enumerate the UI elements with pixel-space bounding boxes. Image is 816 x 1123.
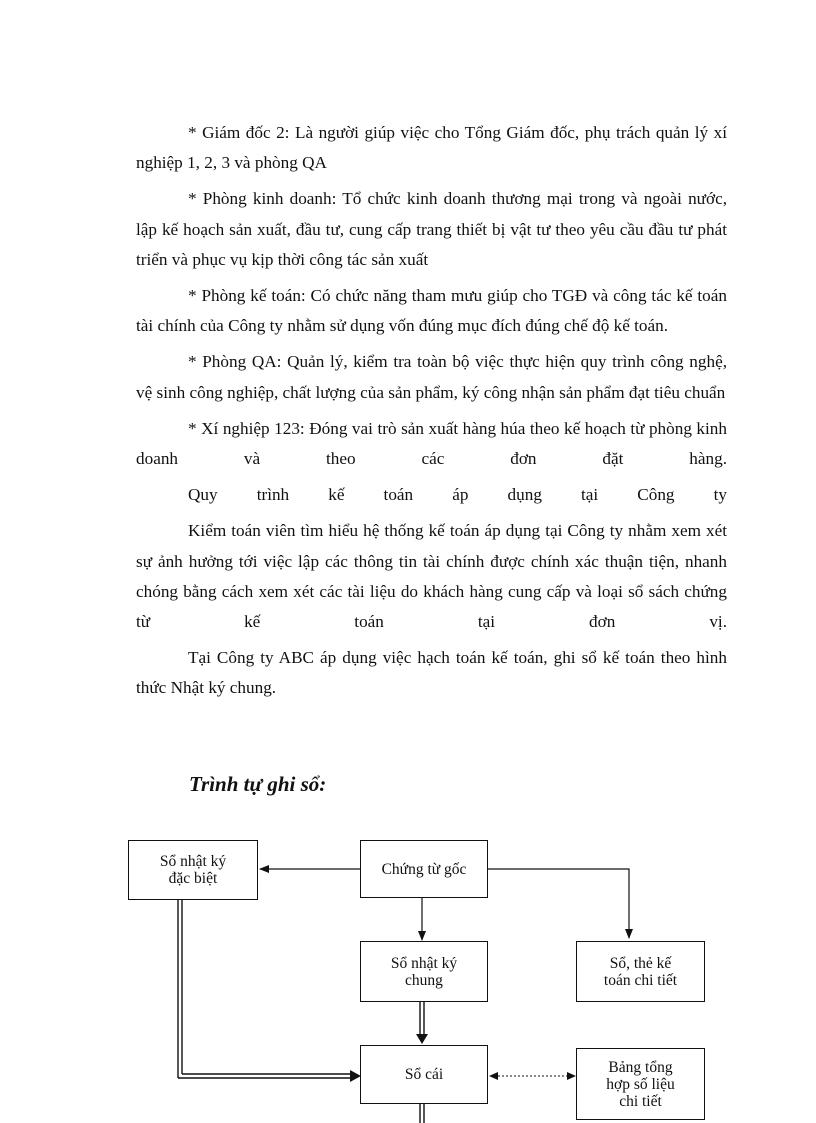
box-so-cai [360, 1045, 488, 1104]
box-so-nhat-ky-dac-biet [128, 840, 258, 900]
box-chi-tiet-line1: Sổ, thẻ kế [609, 954, 672, 972]
box-dac-biet-line1: Sổ nhật ký [159, 853, 227, 870]
paragraph-phong-qa: * Phòng QA: Quản lý, kiểm tra toàn bộ việc thực hiện quy trình công nghệ, vệ sinh công nghiệp, chất lượng của sản phẩm, ký công nhận sản phẩm đạt tiêu chuẩn [136, 352, 727, 402]
box-so-cai-label: Sổ cái [404, 1066, 444, 1083]
box-bang-line1: Bảng tổng [608, 1058, 673, 1076]
arrow-goc-to-chi-tiet [488, 869, 629, 938]
paragraph-phong-kinh-doanh: * Phòng kinh doanh: Tổ chức kinh doanh thương mại trong và ngoài nước, lập kế hoạch sản xuất, đầu tư, cung cấp trang thiết bị vật tư theo yêu cầu đầu tư phát triển và phục vụ kịp thời công tác sản xuất [136, 189, 727, 269]
body-text [136, 118, 727, 710]
box-chung-tu-goc [360, 840, 488, 898]
box-so-nhat-ky-chung [360, 941, 488, 1002]
box-so-the-ke-toan-chi-tiet [576, 941, 705, 1002]
arrow-so-cai-head-left [489, 1072, 498, 1080]
arrow-bang-tong-hop-head-right [567, 1072, 576, 1080]
paragraph-quy-trinh: Quy trình kế toán áp dụng tại Công ty [188, 485, 727, 505]
box-chung-line1: Sổ nhật ký [390, 954, 458, 972]
box-chung-line2: chung [405, 971, 443, 989]
section-heading: Trình tự ghi sổ: [189, 772, 327, 796]
paragraph-kiem-toan-vien: Kiểm toán viên tìm hiểu hệ thống kế toán áp dụng tại Công ty nhằm xem xét sự ảnh hưởng tới việc lập các thông tin tài chính được chính xác thuận tiện, nhanh chóng bằng cách xem xét các tài liệu do khách hàng cung cấp và loại sổ sách chứng từ kế toán tại đơn vị. [136, 521, 727, 632]
box-bang-line3: chi tiết [619, 1092, 662, 1110]
box-chi-tiet-line2: toán chi tiết [603, 971, 678, 989]
box-bang-line2: hợp số liệu [606, 1075, 675, 1093]
paragraph-giam-doc-2: * Giám đốc 2: Là người giúp việc cho Tổng Giám đốc, phụ trách quản lý xí nghiệp 1, 2, 3 và phòng QA [136, 123, 727, 173]
arrow-chung-to-so-cai-head [416, 1034, 428, 1044]
box-chung-tu-goc-label: Chứng từ gốc [381, 860, 467, 878]
paragraph-cong-ty-abc: Tại Công ty ABC áp dụng việc hạch toán kế toán, ghi sổ kế toán theo hình thức Nhật ký chung. [136, 648, 727, 698]
paragraph-xi-nghiep-123: * Xí nghiệp 123: Đóng vai trò sản xuất hàng húa theo kế hoạch từ phòng kinh doanh và theo các đơn đặt hàng. [136, 418, 727, 469]
paragraph-phong-ke-toan: * Phòng kế toán: Có chức năng tham mưu giúp cho TGĐ và công tác kế toán tài chính của Công ty nhằm sử dụng vốn đúng mục đích đúng chế độ kế toán. [136, 286, 727, 336]
box-dac-biet-line2: đặc biệt [168, 870, 218, 887]
box-bang-tong-hop [576, 1048, 705, 1120]
